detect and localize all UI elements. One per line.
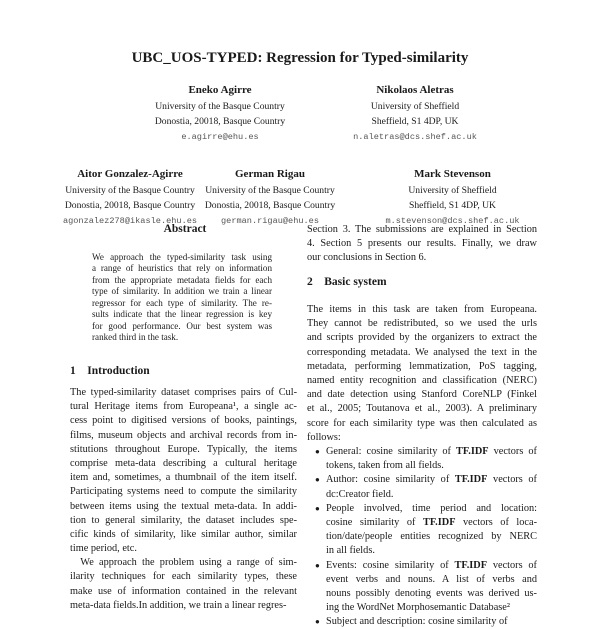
text-line: films, museum objects and archival records from in- bbox=[70, 429, 297, 441]
author-address: Donostia, 20018, Basque Country bbox=[154, 116, 286, 127]
author-email: german.rigau@ehu.es bbox=[221, 215, 319, 226]
bold-term: TF.IDF bbox=[454, 474, 488, 486]
bullet-icon: ● bbox=[315, 617, 320, 627]
text-line: tural Heritage items from Europeana¹, a single ac- bbox=[70, 401, 297, 413]
text-line: cess point to digitised versions of books, paintings, bbox=[70, 415, 297, 427]
text-line: regressor for each type of similarity. The re- bbox=[92, 297, 272, 308]
text-line bbox=[326, 587, 537, 601]
text-line bbox=[326, 516, 537, 530]
author-address: Donostia, 20018, Basque Country bbox=[64, 200, 196, 211]
text-line: meta-data fields.In addition, we train a linear regres- bbox=[70, 599, 287, 611]
text-line: sults indicate that the linear regression is key bbox=[92, 309, 272, 320]
text-segment: vectors of bbox=[487, 559, 537, 571]
text-line bbox=[326, 615, 537, 629]
author-address: Sheffield, S1 4DP, UK bbox=[409, 200, 496, 211]
author-name: Nikolaos Aletras bbox=[376, 84, 454, 96]
author-block bbox=[360, 167, 545, 229]
text-line: time period, etc. bbox=[70, 543, 137, 555]
bullet-icon: ● bbox=[315, 503, 320, 513]
list-item bbox=[307, 445, 537, 473]
section-heading bbox=[70, 365, 150, 377]
text-line bbox=[326, 530, 537, 544]
author-email: agonzalez278@ikasle.ehu.es bbox=[62, 215, 198, 226]
text-line bbox=[326, 544, 537, 558]
section-continuation bbox=[307, 223, 537, 266]
text-segment: vectors of loca- bbox=[455, 516, 537, 528]
author-address: Donostia, 20018, Basque Country bbox=[204, 200, 336, 211]
bullet-icon: ● bbox=[315, 560, 320, 570]
text-line: ilarity techniques for each similarity types, these bbox=[70, 571, 297, 583]
text-segment: ing the WordNet Morphosemantic Database² bbox=[326, 602, 510, 614]
text-line: They cannot be redistributed, so we used the urls bbox=[307, 318, 537, 330]
bold-term: TF.IDF bbox=[422, 516, 456, 528]
author-block bbox=[325, 83, 505, 145]
introduction-body bbox=[70, 386, 297, 613]
text-line: from the appropriate metadata fields for each bbox=[92, 274, 272, 285]
text-segment: Subject and description: cosine similarity of bbox=[326, 616, 508, 628]
text-line: The typed-similarity dataset comprises pairs of Cul- bbox=[70, 387, 297, 398]
text-line: stitutions throughout Europe. Typically, the items bbox=[70, 443, 297, 455]
text-line: for good performance. Our best system was bbox=[92, 320, 272, 331]
text-segment: in all fields. bbox=[326, 545, 375, 557]
paper-title: UBC_UOS-TYPED: Regression for Typed-similarity bbox=[131, 50, 469, 66]
text-line: between items using the textual meta-data. In addi- bbox=[70, 500, 297, 512]
text-line: and scripts provided by the organizers to extract the bbox=[307, 332, 537, 344]
text-line bbox=[326, 488, 537, 502]
text-line bbox=[326, 445, 537, 459]
text-line: ranked third in the task. bbox=[92, 332, 179, 343]
text-line bbox=[326, 559, 537, 573]
section-number: 2 bbox=[307, 276, 313, 288]
list-item bbox=[307, 615, 537, 629]
text-line: item and, sometimes, a thumbnail of the item itself. bbox=[70, 472, 297, 484]
text-line: a range of heuristics that rely on information bbox=[92, 263, 272, 274]
similarity-list bbox=[307, 445, 537, 629]
text-line: We approach the problem using a range of sim- bbox=[70, 557, 297, 569]
text-line bbox=[326, 601, 537, 615]
text-segment: General: cosine similarity of bbox=[326, 446, 457, 457]
author-affiliation: University of Sheffield bbox=[370, 100, 460, 112]
text-line: make use of information contained in the relevant bbox=[70, 585, 297, 597]
author-block bbox=[130, 83, 310, 145]
author-block bbox=[60, 167, 200, 229]
text-line: our conclusions in Section 6. bbox=[307, 252, 427, 264]
text-segment: vectors of bbox=[488, 446, 537, 457]
author-email: e.agirre@ehu.es bbox=[181, 131, 259, 142]
text-line: score for each similarity type was then calculated as bbox=[307, 417, 537, 429]
text-line: corresponding metadata. We analysed the text in the bbox=[307, 346, 537, 358]
text-segment: event verbs and nouns. A list of verbs and bbox=[326, 573, 537, 585]
basic-system-body bbox=[307, 303, 537, 445]
text-segment: tion/date/people entities recognized by NERC bbox=[326, 531, 537, 543]
text-line: Participating systems need to compute the similarity bbox=[70, 486, 297, 498]
text-line bbox=[326, 573, 537, 587]
author-email: n.aletras@dcs.shef.ac.uk bbox=[353, 131, 477, 142]
text-line: cific kinds of similarity, like similar author, similar bbox=[70, 528, 297, 540]
bold-term: TF.IDF bbox=[456, 446, 489, 457]
author-address: Sheffield, S1 4DP, UK bbox=[371, 116, 459, 127]
section-title: Basic system bbox=[324, 276, 387, 288]
text-line: 4. Section 5 presents our results. Finally, we draw bbox=[307, 238, 537, 250]
author-email: m.stevenson@dcs.shef.ac.uk bbox=[385, 215, 520, 226]
list-item bbox=[307, 502, 537, 559]
section-number: 1 bbox=[70, 365, 76, 377]
text-line: named entity recognition and classification (NERC) bbox=[307, 374, 537, 386]
text-line: metadata, performing lemmatization, PoS tagging, bbox=[307, 360, 537, 372]
text-line bbox=[326, 473, 537, 487]
author-name: Eneko Agirre bbox=[188, 84, 252, 96]
section-heading bbox=[307, 276, 387, 288]
text-line: follows: bbox=[307, 431, 341, 443]
text-line: et al., 2005; Toutanova et al., 2003). A preliminary bbox=[307, 403, 537, 415]
text-line: type of similarity. In addition we train a linear bbox=[92, 286, 272, 297]
author-affiliation: University of the Basque Country bbox=[205, 184, 335, 196]
section-title: Introduction bbox=[87, 365, 150, 377]
text-line: We approach the typed-similarity task using bbox=[92, 252, 272, 262]
text-segment: vectors of bbox=[487, 474, 537, 486]
text-segment: tokens, taken from all fields. bbox=[326, 460, 444, 472]
author-affiliation: University of the Basque Country bbox=[155, 100, 285, 112]
author-name: Mark Stevenson bbox=[414, 168, 491, 180]
text-segment: nouns possibly denoting events was derived us- bbox=[326, 587, 537, 599]
author-affiliation: University of Sheffield bbox=[408, 184, 497, 196]
author-block bbox=[200, 167, 340, 229]
list-item bbox=[307, 473, 537, 501]
text-segment: Events: cosine similarity of bbox=[326, 559, 455, 571]
text-segment: Author: cosine similarity of bbox=[326, 474, 455, 486]
abstract-body bbox=[92, 252, 272, 344]
author-name: Aitor Gonzalez-Agirre bbox=[77, 168, 183, 180]
bold-term: TF.IDF bbox=[454, 559, 488, 571]
text-line bbox=[326, 459, 537, 473]
text-line bbox=[326, 502, 537, 516]
abstract-heading: Abstract bbox=[163, 223, 207, 235]
text-segment: People involved, time period and location: bbox=[326, 502, 537, 514]
text-segment: cosine similarity of bbox=[326, 516, 423, 528]
text-line: tion to general similarity, the dataset includes spe- bbox=[70, 514, 297, 526]
text-line: comprise meta-data describing a cultural heritage bbox=[70, 457, 297, 469]
text-line: and date detection using Stanford CoreNLP (Finkel bbox=[307, 389, 537, 401]
author-affiliation: University of the Basque Country bbox=[65, 184, 195, 196]
text-segment: dc:Creator field. bbox=[326, 488, 394, 500]
bullet-icon: ● bbox=[315, 447, 320, 456]
list-item bbox=[307, 559, 537, 616]
text-line: Section 3. The submissions are explained in Section bbox=[307, 224, 537, 235]
author-name: German Rigau bbox=[235, 168, 305, 180]
bullet-icon: ● bbox=[315, 475, 320, 485]
text-line: The items in this task are taken from Europeana. bbox=[307, 304, 537, 315]
